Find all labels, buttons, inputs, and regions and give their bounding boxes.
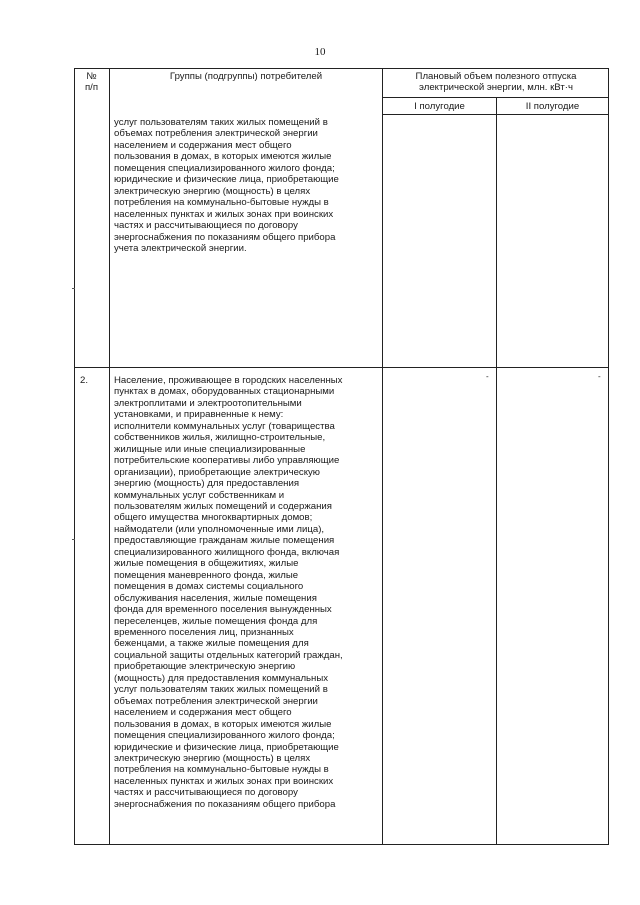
margin-mark xyxy=(72,539,75,540)
row1-groups-text: услуг пользователям таких жилых помещений в объемах потребления электрической энергии населением и содержания мест общего пользования в домах, в которых имеются жилые помещения специализированного жилого фонда; юридические и физические лица, приобретающие электрическую энергию (мощность) в целях потребления на коммунально-бытовые нужды в населенных пунктах и жилых зонах при воинских частях и рассчитывающиеся по договору энергоснабжения по показаниям общего прибора учета электрической энергии. xyxy=(114,117,339,254)
row2-groups-text: Население, проживающее в городских населенных пунктах в домах, оборудованных стационарными электроплитами и электроотопительными установками, и приравненные к нему: исполнители коммунальных услуг (товарищества собственников жилья, жилищно-строительные, жилищные или иные специализированные потребительские кооперативы либо управляющие организации), приобретающие электрическую энергию (мощность) для предоставления коммунальных услуг собственникам и пользователям жилых помещений и содержания общего имущества многоквартирных домов; наймодатели (или уполномоченные ими лица), предоставляющие гражданам жилые помещения специализированного жилищного фонда, включая жилые помещения в общежитиях, жилые помещения маневренного фонда, жилые помещения в домах системы социального обслуживания населения, жилые помещения фонда для временного поселения вынужденных переселенцев, жилые помещения фонда для временного поселения лиц, признанных беженцами, а также жилые помещения для социальной защиты отдельных категорий граждан, приобретающие электрическую энергию (мощность) для предоставления коммунальных услуг пользователям таких жилых помещений в объемах потребления электрической энергии населением и содержания мест общего пользования в домах, в которых имеются жилые помещения специализированного жилого фонда; юридические и физические лица, приобретающие электрическую энергию (мощность) в целях потребления на коммунально-бытовые нужды в населенных пунктах и жилых зонах при воинских частях и рассчитывающиеся по договору энергоснабжения по показаниям общего прибора xyxy=(114,375,343,810)
header-groups: Группы (подгруппы) потребителей xyxy=(169,71,323,82)
table-border-right xyxy=(608,68,609,845)
header-half1: I полугодие xyxy=(414,101,465,112)
table-border-bottom xyxy=(74,844,609,845)
row2-half1: - xyxy=(486,372,489,381)
page-number: 10 xyxy=(314,46,326,58)
header-num: № п/п xyxy=(84,71,99,93)
margin-mark xyxy=(72,288,75,289)
col-divider-groups xyxy=(382,68,383,845)
table-border-top xyxy=(74,68,609,69)
header-half2: II полугодие xyxy=(525,101,580,112)
header-bottom-volume xyxy=(382,114,609,115)
header-subdivider xyxy=(382,97,609,98)
row2-num: 2. xyxy=(80,375,89,386)
col-divider-halves xyxy=(496,97,497,845)
row-separator xyxy=(74,367,609,368)
row2-half2: - xyxy=(598,372,601,381)
consumer-groups-table xyxy=(74,68,609,845)
header-volume: Плановый объем полезного отпуска электрической энергии, млн. кВт·ч xyxy=(415,71,577,93)
table-border-left xyxy=(74,68,75,845)
col-divider-num xyxy=(109,68,110,845)
